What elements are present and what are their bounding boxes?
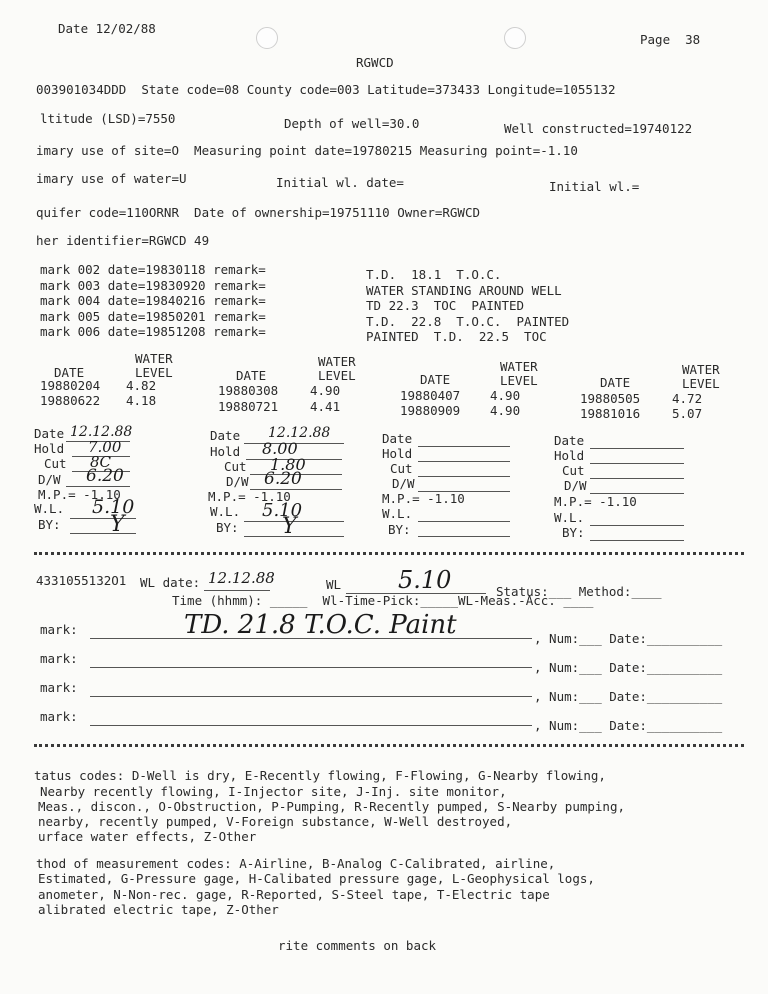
form2-dw-value: 6.20 — [264, 469, 302, 489]
form4-date-label[interactable]: Date — [554, 433, 585, 448]
form4-mp-label: M.P.= -1.10 — [554, 494, 637, 509]
remark-text-2: WATER STANDING AROUND WELL — [366, 283, 562, 298]
col4-level-2: 5.07 — [672, 406, 703, 421]
form3-dw-label[interactable]: D/W — [392, 476, 415, 491]
well-constructed: Well constructed=19740122 — [504, 121, 693, 136]
form1-by-value: Y — [110, 512, 125, 537]
status-codes-line-1: tatus codes: D-Well is dry, E-Recently flowing, F-Flowing, G-Nearby flowing, — [34, 768, 606, 783]
report-date: Date 12/02/88 — [58, 21, 156, 36]
col1-date-1: 19880204 — [40, 378, 101, 393]
form2-by-value: Y — [282, 514, 297, 539]
col3-water-header: WATER — [500, 359, 538, 374]
status-codes-line-2: Nearby recently flowing, I-Injector site, J-Inj. site monitor, — [40, 784, 507, 799]
punch-hole-right — [504, 27, 526, 49]
col3-date-1: 19880407 — [400, 388, 461, 403]
primary-use-water: imary use of water=U — [36, 171, 187, 186]
col3-date-2: 19880909 — [400, 403, 461, 418]
form2-hold-label: Hold — [210, 444, 241, 459]
form2-by-label: BY: — [216, 520, 239, 535]
site-line-1: 003901034DDD State code=08 County code=003 Latitude=373433 Longitude=1055132 — [36, 82, 616, 97]
page-number: Page 38 — [640, 32, 701, 47]
wl-value: 5.10 — [398, 566, 452, 594]
form1-wl-label: W.L. — [34, 501, 65, 516]
col4-level-1: 4.72 — [672, 391, 703, 406]
altitude: ltitude (LSD)=7550 — [40, 111, 176, 126]
col1-level-2: 4.18 — [126, 393, 157, 408]
col2-level-header: LEVEL — [318, 368, 356, 383]
form1-mp-label: M.P.= -1.10 — [38, 487, 121, 502]
col2-water-header: WATER — [318, 354, 356, 369]
handwritten-remark: TD. 21.8 T.O.C. Paint — [184, 610, 457, 640]
punch-hole-left — [256, 27, 278, 49]
form4-by-label[interactable]: BY: — [562, 525, 585, 540]
col2-level-1: 4.90 — [310, 383, 341, 398]
form2-mp-label: M.P.= -1.10 — [208, 489, 291, 504]
col4-level-header: LEVEL — [682, 376, 720, 391]
col3-level-header: LEVEL — [500, 373, 538, 388]
status-codes-line-4: nearby, recently pumped, V-Foreign substance, W-Well destroyed, — [38, 814, 513, 829]
col4-date-1: 19880505 — [580, 391, 641, 406]
col3-level-1: 4.90 — [490, 388, 521, 403]
form2-cut-value: 1.80 — [270, 455, 306, 474]
form4-dw-label[interactable]: D/W — [564, 478, 587, 493]
remark-text-1: T.D. 18.1 T.O.C. — [366, 267, 502, 282]
status-codes-line-5: urface water effects, Z-Other — [38, 829, 257, 844]
col4-date-2: 19881016 — [580, 406, 641, 421]
form1-hold-label: Hold — [34, 441, 65, 456]
method-codes-line-1: thod of measurement codes: A-Airline, B-Analog C-Calibrated, airline, — [36, 856, 556, 871]
form2-wl-value: 5.10 — [262, 500, 303, 521]
form2-date-label: Date — [210, 428, 241, 443]
remark-left-1: mark 002 date=19830118 remark= — [40, 262, 266, 277]
form2-cut-label: Cut — [224, 459, 247, 474]
form1-hold-value: 7.00 — [88, 438, 122, 456]
form1-by-label: BY: — [38, 517, 61, 532]
form1-date-label: Date — [34, 426, 65, 441]
wl-date-label: WL date: — [140, 575, 201, 590]
depth-of-well: Depth of well=30.0 — [284, 116, 420, 131]
remark-left-2: mark 003 date=19830920 remark= — [40, 278, 266, 293]
initial-wl: Initial wl.= — [549, 179, 640, 194]
separator-1 — [34, 552, 744, 555]
method-codes-line-3: anometer, N-Non-rec. gage, R-Reported, S-Steel tape, T-Electric tape — [38, 887, 550, 902]
remark-num-date-4[interactable]: , Num:___ Date:__________ — [534, 718, 723, 733]
time-fields[interactable]: Time (hhmm): _____ Wl-Time-Pick:_____WL-Meas.-Acc. ____ — [172, 593, 594, 608]
col4-date-header: DATE — [600, 375, 631, 390]
aquifer-code: quifer code=110ORNR Date of ownership=19751110 Owner=RGWCD — [36, 205, 481, 220]
col4-water-header: WATER — [682, 362, 720, 377]
form1-date-value: 12.12.88 — [70, 424, 133, 440]
col1-level-header: LEVEL — [135, 365, 173, 380]
col1-date-header: DATE — [54, 365, 85, 380]
form3-cut-label[interactable]: Cut — [390, 461, 413, 476]
form3-hold-label[interactable]: Hold — [382, 446, 413, 461]
col1-water-header: WATER — [135, 351, 173, 366]
remark-left-3: mark 004 date=19840216 remark= — [40, 293, 266, 308]
col3-date-header: DATE — [420, 372, 451, 387]
form3-by-label[interactable]: BY: — [388, 522, 411, 537]
entry-site-id: 4331055132O1 — [36, 573, 127, 588]
remark-num-date-2[interactable]: , Num:___ Date:__________ — [534, 660, 723, 675]
remark-line-label-4: mark: — [40, 709, 78, 724]
remark-text-4: T.D. 22.8 T.O.C. PAINTED — [366, 314, 570, 329]
remark-left-4: mark 005 date=19850201 remark= — [40, 309, 266, 324]
remark-num-date-1[interactable]: , Num:___ Date:__________ — [534, 631, 723, 646]
footer-note: rite comments on back — [278, 938, 437, 953]
wl-date-value: 12.12.88 — [208, 569, 275, 587]
form4-wl-label[interactable]: W.L. — [554, 510, 585, 525]
form4-cut-label[interactable]: Cut — [562, 463, 585, 478]
col1-level-1: 4.82 — [126, 378, 157, 393]
primary-use-site: imary use of site=O Measuring point date=19780215 Measuring point=-1.10 — [36, 143, 578, 158]
form1-cut-value: 8C — [90, 453, 112, 471]
method-codes-line-2: Estimated, G-Pressure gage, H-Calibated pressure gage, L-Geophysical logs, — [38, 871, 595, 886]
form4-hold-label[interactable]: Hold — [554, 448, 585, 463]
col2-date-2: 19880721 — [218, 399, 279, 414]
form3-date-label[interactable]: Date — [382, 431, 413, 446]
remark-line-label-1: mark: — [40, 622, 78, 637]
remark-line-label-2: mark: — [40, 651, 78, 666]
initial-wl-date: Initial wl. date= — [276, 175, 404, 190]
method-codes-line-4: alibrated electric tape, Z-Other — [38, 902, 279, 917]
col2-date-header: DATE — [236, 368, 267, 383]
col1-date-2: 19880622 — [40, 393, 101, 408]
status-codes-line-3: Meas., discon., O-Obstruction, P-Pumping, R-Recently pumped, S-Nearby pumping, — [38, 799, 625, 814]
other-identifier: her identifier=RGWCD 49 — [36, 233, 210, 248]
form2-wl-label: W.L. — [210, 504, 241, 519]
form1-dw-value: 6.20 — [86, 466, 124, 486]
form1-cut-label: Cut — [44, 456, 67, 471]
remark-left-5: mark 006 date=19851208 remark= — [40, 324, 266, 339]
agency-title: RGWCD — [356, 55, 394, 70]
remark-text-3: TD 22.3 TOC PAINTED — [366, 298, 525, 313]
remark-num-date-3[interactable]: , Num:___ Date:__________ — [534, 689, 723, 704]
form1-wl-value: 5.10 — [92, 496, 135, 518]
remark-text-5: PAINTED T.D. 22.5 TOC — [366, 329, 547, 344]
col2-level-2: 4.41 — [310, 399, 341, 414]
form2-date-value: 12.12.88 — [268, 425, 331, 441]
form3-wl-label[interactable]: W.L. — [382, 506, 413, 521]
remark-line-label-3: mark: — [40, 680, 78, 695]
status-method[interactable]: Status:___ Method:____ — [496, 584, 662, 599]
form2-hold-value: 8.00 — [262, 439, 298, 458]
col2-date-1: 19880308 — [218, 383, 279, 398]
form2-dw-label: D/W — [226, 474, 249, 489]
wl-label: WL — [326, 577, 342, 592]
form1-dw-label: D/W — [38, 472, 61, 487]
separator-2 — [34, 744, 744, 747]
col3-level-2: 4.90 — [490, 403, 521, 418]
form3-mp-label: M.P.= -1.10 — [382, 491, 465, 506]
